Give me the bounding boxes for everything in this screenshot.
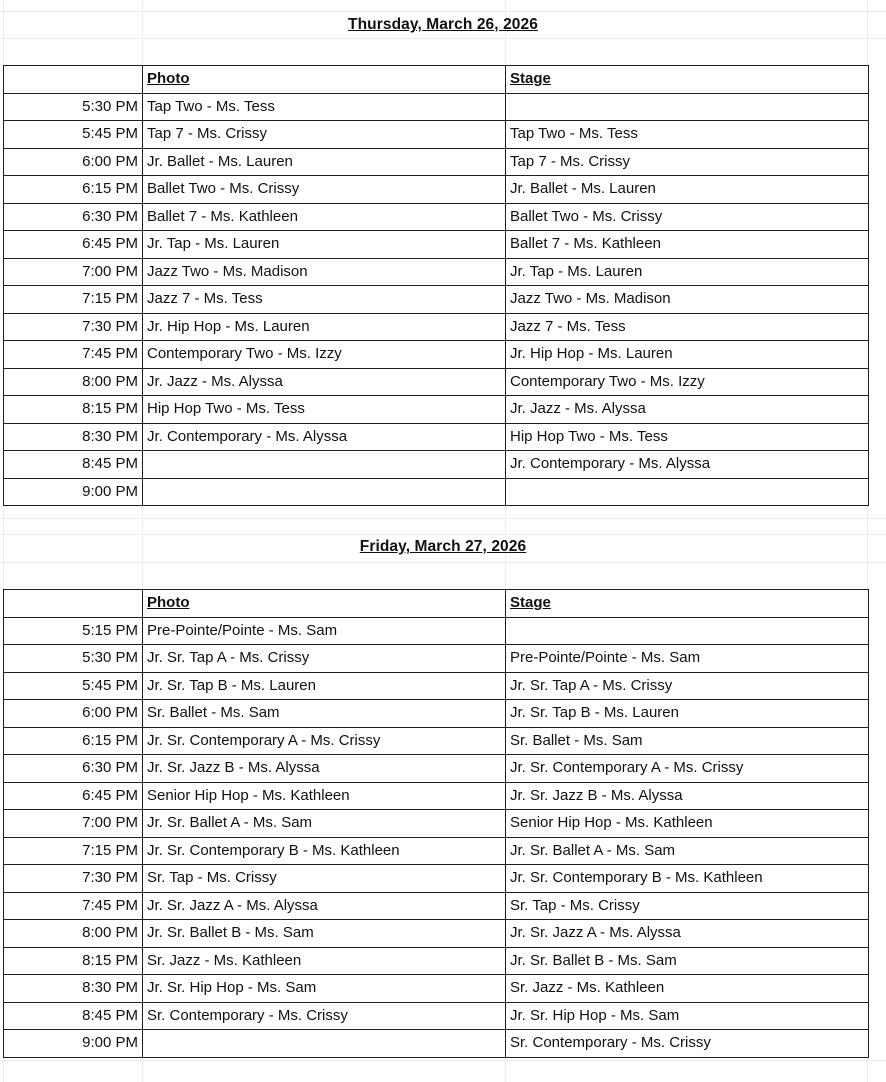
stage-cell[interactable]: Jazz Two - Ms. Madison — [506, 286, 869, 314]
stage-cell[interactable]: Jr. Sr. Ballet A - Ms. Sam — [506, 837, 869, 865]
photo-cell[interactable]: Jazz 7 - Ms. Tess — [143, 286, 506, 314]
table-row — [4, 975, 869, 1003]
time-cell[interactable]: 6:00 PM — [4, 148, 143, 176]
table-row — [4, 1030, 869, 1058]
time-cell[interactable]: 6:30 PM — [4, 755, 143, 783]
stage-cell[interactable]: Tap 7 - Ms. Crissy — [506, 148, 869, 176]
table-row — [4, 176, 869, 204]
table-row — [4, 258, 869, 286]
table-row — [4, 231, 869, 259]
time-cell[interactable]: 7:15 PM — [4, 837, 143, 865]
photo-cell[interactable]: Ballet 7 - Ms. Kathleen — [143, 203, 506, 231]
table-row — [4, 782, 869, 810]
stage-cell[interactable]: Jr. Ballet - Ms. Lauren — [506, 176, 869, 204]
grid-row-line — [0, 11, 886, 12]
time-cell[interactable]: 8:45 PM — [4, 451, 143, 479]
time-cell[interactable]: 6:15 PM — [4, 727, 143, 755]
time-cell[interactable]: 8:30 PM — [4, 975, 143, 1003]
photo-cell[interactable]: Jr. Tap - Ms. Lauren — [143, 231, 506, 259]
table-row — [4, 645, 869, 673]
photo-cell[interactable]: Sr. Jazz - Ms. Kathleen — [143, 947, 506, 975]
table-row — [4, 672, 869, 700]
table-row — [4, 865, 869, 893]
stage-cell[interactable]: Senior Hip Hop - Ms. Kathleen — [506, 810, 869, 838]
time-cell[interactable]: 7:30 PM — [4, 865, 143, 893]
stage-cell[interactable]: Jr. Sr. Jazz A - Ms. Alyssa — [506, 920, 869, 948]
table-row — [4, 617, 869, 645]
photo-cell[interactable]: Jr. Ballet - Ms. Lauren — [143, 148, 506, 176]
time-cell[interactable]: 6:45 PM — [4, 782, 143, 810]
table-row — [4, 203, 869, 231]
photo-cell[interactable]: Jr. Sr. Tap B - Ms. Lauren — [143, 672, 506, 700]
photo-cell[interactable]: Jr. Sr. Jazz A - Ms. Alyssa — [143, 892, 506, 920]
stage-cell[interactable]: Jr. Sr. Tap A - Ms. Crissy — [506, 672, 869, 700]
table-row — [4, 755, 869, 783]
time-cell[interactable]: 5:30 PM — [4, 645, 143, 673]
stage-cell[interactable]: Jazz 7 - Ms. Tess — [506, 313, 869, 341]
photo-cell[interactable]: Jr. Sr. Hip Hop - Ms. Sam — [143, 975, 506, 1003]
time-cell[interactable]: 7:15 PM — [4, 286, 143, 314]
time-cell[interactable]: 9:00 PM — [4, 478, 143, 506]
stage-cell[interactable] — [506, 478, 869, 506]
photo-cell[interactable]: Jr. Sr. Tap A - Ms. Crissy — [143, 645, 506, 673]
grid-row-line — [0, 1060, 886, 1061]
time-cell[interactable]: 8:15 PM — [4, 396, 143, 424]
schedule-table-thursday — [3, 65, 869, 506]
stage-cell[interactable]: Jr. Sr. Hip Hop - Ms. Sam — [506, 1002, 869, 1030]
stage-cell[interactable]: Hip Hop Two - Ms. Tess — [506, 423, 869, 451]
photo-cell[interactable]: Jr. Sr. Ballet B - Ms. Sam — [143, 920, 506, 948]
table-row — [4, 396, 869, 424]
table-row — [4, 1002, 869, 1030]
stage-cell[interactable]: Jr. Tap - Ms. Lauren — [506, 258, 869, 286]
stage-cell[interactable]: Contemporary Two - Ms. Izzy — [506, 368, 869, 396]
photo-cell[interactable]: Contemporary Two - Ms. Izzy — [143, 341, 506, 369]
time-cell[interactable]: 9:00 PM — [4, 1030, 143, 1058]
photo-cell[interactable]: Ballet Two - Ms. Crissy — [143, 176, 506, 204]
grid-row-line — [0, 38, 886, 39]
table-row — [4, 892, 869, 920]
stage-cell[interactable]: Tap Two - Ms. Tess — [506, 121, 869, 149]
table-header-row — [4, 590, 869, 618]
time-cell[interactable]: 5:30 PM — [4, 93, 143, 121]
time-cell[interactable]: 8:00 PM — [4, 920, 143, 948]
table-row — [4, 341, 869, 369]
table-row — [4, 121, 869, 149]
table-row — [4, 148, 869, 176]
photo-cell[interactable]: Jr. Jazz - Ms. Alyssa — [143, 368, 506, 396]
header-stage[interactable]: Stage — [506, 590, 869, 618]
day-heading-friday: Friday, March 27, 2026 — [359, 538, 527, 555]
stage-cell[interactable]: Sr. Tap - Ms. Crissy — [506, 892, 869, 920]
time-cell[interactable]: 7:30 PM — [4, 313, 143, 341]
photo-cell[interactable]: Sr. Tap - Ms. Crissy — [143, 865, 506, 893]
stage-cell[interactable] — [506, 93, 869, 121]
photo-cell[interactable]: Jr. Sr. Contemporary A - Ms. Crissy — [143, 727, 506, 755]
stage-cell[interactable]: Jr. Hip Hop - Ms. Lauren — [506, 341, 869, 369]
time-cell[interactable]: 6:15 PM — [4, 176, 143, 204]
stage-cell[interactable]: Ballet Two - Ms. Crissy — [506, 203, 869, 231]
time-cell[interactable]: 8:30 PM — [4, 423, 143, 451]
schedule-table-friday — [3, 589, 869, 1058]
time-cell[interactable]: 8:00 PM — [4, 368, 143, 396]
photo-cell[interactable]: Jazz Two - Ms. Madison — [143, 258, 506, 286]
time-cell[interactable]: 6:00 PM — [4, 700, 143, 728]
table-header-row — [4, 66, 869, 94]
header-stage[interactable]: Stage — [506, 66, 869, 94]
photo-cell[interactable] — [143, 451, 506, 479]
schedule-body-friday — [4, 617, 869, 1057]
photo-cell[interactable]: Jr. Sr. Jazz B - Ms. Alyssa — [143, 755, 506, 783]
table-row — [4, 286, 869, 314]
photo-cell[interactable]: Jr. Sr. Contemporary B - Ms. Kathleen — [143, 837, 506, 865]
header-time[interactable] — [4, 590, 143, 618]
photo-cell[interactable]: Pre-Pointe/Pointe - Ms. Sam — [143, 617, 506, 645]
time-cell[interactable]: 7:00 PM — [4, 810, 143, 838]
time-cell[interactable]: 7:45 PM — [4, 341, 143, 369]
photo-cell[interactable] — [143, 478, 506, 506]
photo-cell[interactable]: Sr. Contemporary - Ms. Crissy — [143, 1002, 506, 1030]
table-row — [4, 93, 869, 121]
stage-cell[interactable]: Sr. Contemporary - Ms. Crissy — [506, 1030, 869, 1058]
time-cell[interactable]: 7:00 PM — [4, 258, 143, 286]
table-row — [4, 368, 869, 396]
time-cell[interactable]: 5:15 PM — [4, 617, 143, 645]
day-heading-thursday: Thursday, March 26, 2026 — [348, 16, 538, 33]
photo-cell[interactable]: Tap 7 - Ms. Crissy — [143, 121, 506, 149]
stage-cell[interactable] — [506, 617, 869, 645]
stage-cell[interactable]: Jr. Sr. Tap B - Ms. Lauren — [506, 700, 869, 728]
table-row — [4, 423, 869, 451]
stage-cell[interactable]: Jr. Sr. Contemporary B - Ms. Kathleen — [506, 865, 869, 893]
photo-cell[interactable]: Tap Two - Ms. Tess — [143, 93, 506, 121]
time-cell[interactable]: 6:45 PM — [4, 231, 143, 259]
stage-cell[interactable]: Pre-Pointe/Pointe - Ms. Sam — [506, 645, 869, 673]
time-cell[interactable]: 5:45 PM — [4, 121, 143, 149]
time-cell[interactable]: 5:45 PM — [4, 672, 143, 700]
table-row — [4, 478, 869, 506]
stage-cell[interactable]: Jr. Jazz - Ms. Alyssa — [506, 396, 869, 424]
photo-cell[interactable]: Jr. Sr. Ballet A - Ms. Sam — [143, 810, 506, 838]
photo-cell[interactable]: Jr. Hip Hop - Ms. Lauren — [143, 313, 506, 341]
table-row — [4, 313, 869, 341]
header-time[interactable] — [4, 66, 143, 94]
stage-cell[interactable]: Ballet 7 - Ms. Kathleen — [506, 231, 869, 259]
grid-row-line — [0, 518, 886, 519]
table-row — [4, 700, 869, 728]
stage-cell[interactable]: Jr. Sr. Jazz B - Ms. Alyssa — [506, 782, 869, 810]
header-photo[interactable]: Photo — [143, 590, 506, 618]
photo-cell[interactable]: Hip Hop Two - Ms. Tess — [143, 396, 506, 424]
table-row — [4, 837, 869, 865]
photo-cell[interactable]: Sr. Ballet - Ms. Sam — [143, 700, 506, 728]
header-photo[interactable]: Photo — [143, 66, 506, 94]
grid-row-line — [0, 562, 886, 563]
time-cell[interactable]: 7:45 PM — [4, 892, 143, 920]
photo-cell[interactable]: Jr. Contemporary - Ms. Alyssa — [143, 423, 506, 451]
table-row — [4, 727, 869, 755]
time-cell[interactable]: 8:15 PM — [4, 947, 143, 975]
stage-cell[interactable]: Jr. Sr. Contemporary A - Ms. Crissy — [506, 755, 869, 783]
grid-row-line — [0, 534, 886, 535]
photo-cell[interactable] — [143, 1030, 506, 1058]
stage-cell[interactable]: Sr. Jazz - Ms. Kathleen — [506, 975, 869, 1003]
stage-cell[interactable]: Jr. Contemporary - Ms. Alyssa — [506, 451, 869, 479]
table-row — [4, 920, 869, 948]
table-row — [4, 947, 869, 975]
time-cell[interactable]: 8:45 PM — [4, 1002, 143, 1030]
table-row — [4, 451, 869, 479]
photo-cell[interactable]: Senior Hip Hop - Ms. Kathleen — [143, 782, 506, 810]
table-row — [4, 810, 869, 838]
stage-cell[interactable]: Jr. Sr. Ballet B - Ms. Sam — [506, 947, 869, 975]
time-cell[interactable]: 6:30 PM — [4, 203, 143, 231]
stage-cell[interactable]: Sr. Ballet - Ms. Sam — [506, 727, 869, 755]
schedule-body-thursday — [4, 93, 869, 506]
